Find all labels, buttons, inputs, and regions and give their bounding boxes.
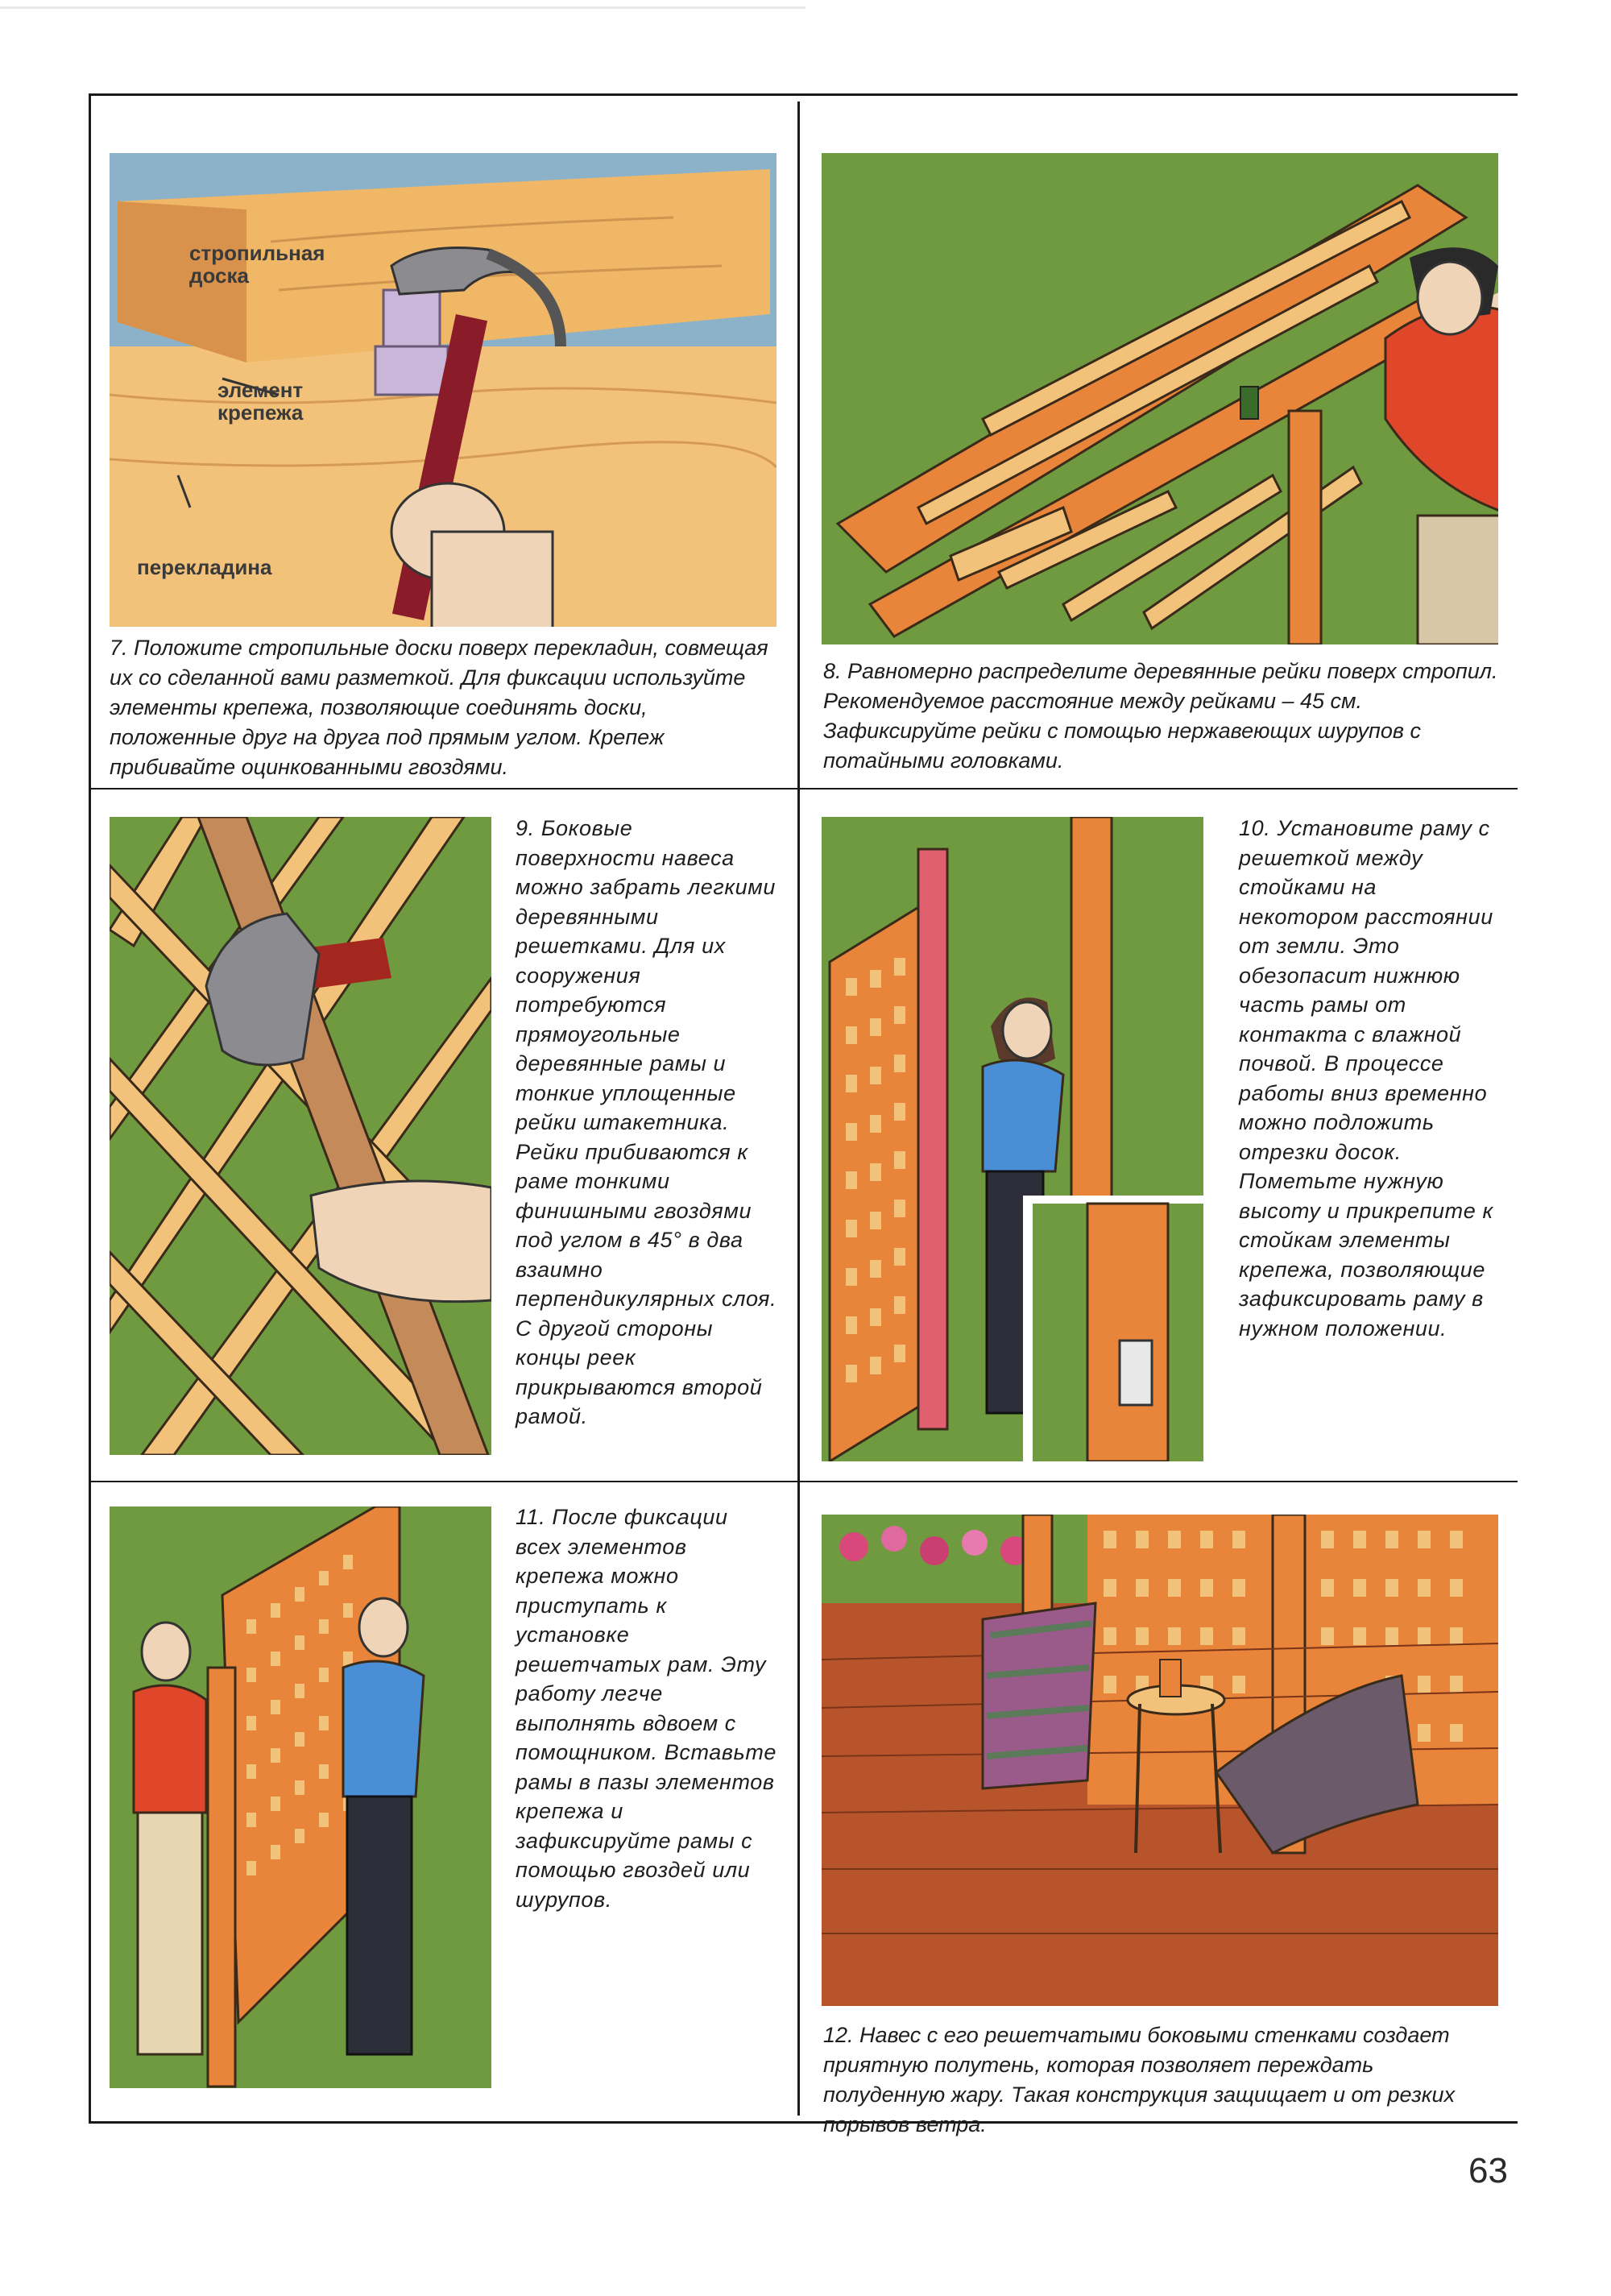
caption-step-11: 11. После фиксации всех элементов крепежа можно приступать к установке решетчатых рам. Эту работу легче выполнять вдвоем с помощником. Вставьте рамы в пазы элементов крепежа и зафиксируйте рамы с помощью гвоздей или шурупов.: [516, 1505, 777, 1912]
caption-step-8: 8. Равномерно распределите деревянные рейки поверх стропил. Рекомендуемое расстояние между рейками – 45 см. Зафиксируйте рейки с помощью нержавеющих шурупов с потайными головками.: [823, 659, 1498, 773]
frame-middle-vertical: [797, 102, 800, 2116]
caption-step-7: 7. Положите стропильные доски поверх перекладин, совмещая их со сделанной вами разметкой. Для фиксации используйте элементы крепежа, позволяющие соединять доски, положенные друг на друга под прямым углом. Крепеж прибивайте оцинкованными гвоздями.: [110, 636, 768, 779]
two-person-frame-install-illustration: [110, 1506, 491, 2088]
label-fastener: элемент крепежа: [217, 378, 304, 425]
caption-step-9: 9. Боковые поверхности навеса можно забрать легкими деревянными решетками. Для их сооружения потребуются прямоугольные деревянные рамы и тонкие уплощенные рейки штакетника. Рейки прибиваются к раме тонкими финишными гвоздями под углом в 45° в два взаимно перпендикулярных слоя. С другой стороны концы реек прикрываются второй рамой.: [516, 816, 777, 1428]
frame-row2-divider: [89, 1481, 1518, 1482]
caption-step-12: 12. Навес с его решетчатыми боковыми стенками создает приятную полутень, которая позволяет переждать полуденную жару. Такая конструкция защищает и от резких порывов ветра.: [823, 2023, 1456, 2136]
frame-top: [89, 93, 1518, 96]
slat-installation-illustration: [822, 153, 1498, 644]
finished-pergola-patio-illustration: [822, 1515, 1498, 2006]
lattice-frame-install-illustration: [822, 817, 1203, 1461]
page-number: 63: [1468, 2151, 1508, 2190]
caption-step-10: 10. Установите раму с решеткой между стойками на некотором расстоянии от земли. Это обезопасит нижнюю часть рамы от контакта с влажной почвой. В процессе работы вниз временно можно подложить отрезки досок. Пометьте нужную высоту и прикрепите к стойкам элементы крепежа, позволяющие зафиксировать раму в нужном положении.: [1239, 816, 1493, 1341]
label-rafter: стропильная доска: [189, 241, 325, 288]
label-crossbar: перекладина: [137, 555, 272, 579]
lattice-nailing-illustration: [110, 817, 491, 1455]
top-scan-edge: [0, 6, 806, 9]
frame-row1-divider: [89, 788, 1518, 790]
frame-left: [89, 93, 91, 2124]
